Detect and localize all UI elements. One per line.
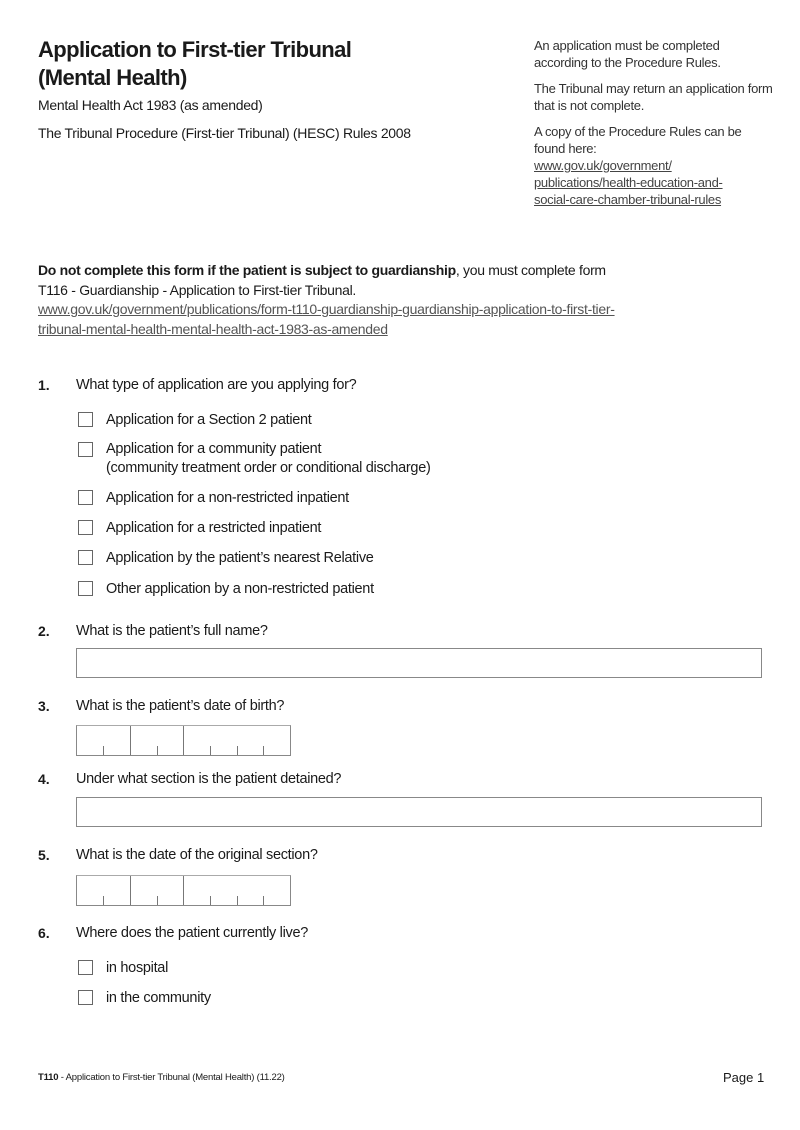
question-1-text: What type of application are you applying for?	[76, 377, 357, 393]
option-label: Other application by a non-restricted patient	[106, 581, 374, 597]
question-2-text: What is the patient’s full name?	[76, 623, 268, 639]
question-number: 3.	[38, 698, 50, 714]
option-label: in the community	[106, 990, 211, 1006]
checkbox-other-application[interactable]	[78, 581, 93, 596]
option-label: Application by the patient’s nearest Relative	[106, 550, 374, 566]
question-number: 5.	[38, 847, 50, 863]
checkbox-restricted-inpatient[interactable]	[78, 520, 93, 535]
note-1: An application must be completed according to the Procedure Rules.	[534, 38, 721, 70]
act-subtitle: Mental Health Act 1983 (as amended)	[38, 97, 263, 113]
question-number: 6.	[38, 925, 50, 941]
page-title: Application to First-tier Tribunal (Mental Health)	[38, 37, 352, 90]
checkbox-section-2[interactable]	[78, 412, 93, 427]
option-label: Application for a community patient (community treatment order or conditional discharge)	[106, 441, 431, 476]
question-5-text: What is the date of the original section?	[76, 847, 318, 863]
checkbox-non-restricted-inpatient[interactable]	[78, 490, 93, 505]
question-4-text: Under what section is the patient detained?	[76, 771, 342, 787]
question-number: 1.	[38, 377, 50, 393]
original-section-date-input[interactable]	[76, 875, 291, 906]
procedure-rules-link[interactable]: www.gov.uk/government/ publications/health-education-and- social-care-chamber-tribunal-rules	[534, 158, 723, 207]
question-6-text: Where does the patient currently live?	[76, 925, 309, 941]
date-of-birth-input[interactable]	[76, 725, 291, 756]
guardianship-form-link[interactable]: www.gov.uk/government/publications/form-t110-guardianship-guardianship-application-to-first-tier- tribunal-mental-health-mental-health-act-1983-as-amended	[38, 301, 615, 337]
note-2: The Tribunal may return an application form that is not complete.	[534, 81, 773, 113]
question-3-text: What is the patient’s date of birth?	[76, 698, 285, 714]
sidebar-notes	[534, 37, 774, 208]
footer-form-reference: T110 - Application to First-tier Tribunal (Mental Health) (11.22)	[38, 1072, 285, 1083]
patient-name-input[interactable]	[76, 648, 762, 678]
question-number: 2.	[38, 623, 50, 639]
rules-subtitle: The Tribunal Procedure (First-tier Tribunal) (HESC) Rules 2008	[38, 125, 411, 141]
question-number: 4.	[38, 771, 50, 787]
option-label: Application for a restricted inpatient	[106, 520, 322, 536]
checkbox-in-hospital[interactable]	[78, 960, 93, 975]
note-3: A copy of the Procedure Rules can be found here:	[534, 124, 742, 156]
checkbox-nearest-relative[interactable]	[78, 550, 93, 565]
page-number: Page 1	[723, 1070, 765, 1085]
checkbox-in-community[interactable]	[78, 990, 93, 1005]
detention-section-input[interactable]	[76, 797, 762, 827]
option-label: Application for a non-restricted inpatient	[106, 490, 349, 506]
guardianship-warning: Do not complete this form if the patient is subject to guardianship, you must complete form T116 - Guardianship - Application to First-tier Tribunal. www.gov.uk/government/publications/form-t110-guardianship-guardianship-application-to-first-tier- tribunal-mental-health-mental-health-act-1983-as-amended	[38, 261, 615, 339]
option-label: Application for a Section 2 patient	[106, 412, 312, 428]
checkbox-community-patient[interactable]	[78, 442, 93, 457]
option-label: in hospital	[106, 960, 168, 976]
